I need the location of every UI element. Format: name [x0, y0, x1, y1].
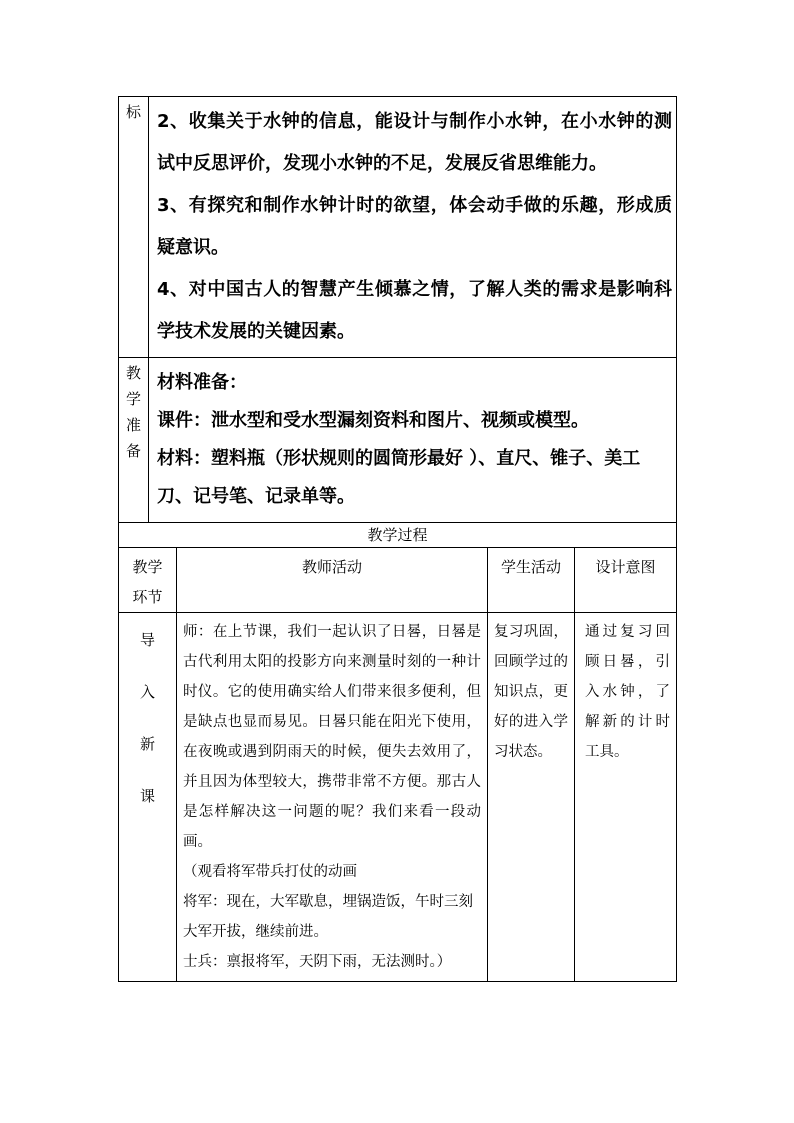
preparation-line: 课件：泄水型和受水型漏刻资料和图片、视频或模型。 — [157, 410, 589, 431]
lesson-plan-table — [118, 96, 677, 982]
stage-char: 新 — [139, 735, 155, 753]
objective-item: 3、有探究和制作水钟计时的欲望，体会动手做的乐趣，形成质疑意识。 — [157, 195, 673, 258]
intro-stage-label — [119, 613, 177, 982]
preparation-heading: 材料准备： — [157, 372, 247, 393]
objectives-row — [119, 97, 677, 358]
preparation-side-label — [119, 358, 149, 523]
header-teacher: 教师活动 — [177, 548, 488, 613]
header-stage: 教学环节 — [119, 548, 177, 613]
stage-char: 入 — [139, 683, 155, 701]
teacher-paragraph: 将军：现在，大军歇息，埋锅造饭，午时三刻大军开拔，继续前进。 — [183, 894, 473, 940]
teacher-paragraph: 师：在上节课，我们一起认识了日晷，日晷是古代利用太阳的投影方向来测量时刻的一种计时仪。它的使用确实给人们带来很多便利，但是缺点也显而易见。日晷只能在阳光下使用，在夜晚或遇到阴雨天的时候，便失去效用了，并且因为体型较大，携带非常不方便。那古人是怎样解决这一问题的呢？我们来看一段动画。 — [183, 624, 481, 850]
stage-char: 导 — [139, 631, 155, 649]
side-char: 教 — [125, 364, 141, 382]
preparation-line: 材料：塑料瓶（形状规则的圆筒形最好 ）、直尺、锥子、美工刀、记号笔、记录单等。 — [157, 448, 641, 507]
intro-design-intent: 通过复习回顾日晷，引入水钟，了解新的计时工具。 — [575, 613, 677, 982]
side-char: 备 — [125, 442, 141, 460]
side-char: 学 — [125, 390, 141, 408]
teacher-paragraph: 士兵：禀报将军，天阴下雨，无法测时。） — [183, 954, 452, 970]
stage-char: 课 — [139, 787, 155, 805]
lesson-plan-sheet — [118, 96, 676, 982]
objectives-side-label: 标 — [119, 97, 149, 358]
side-char: 准 — [125, 416, 141, 434]
header-intent: 设计意图 — [575, 548, 677, 613]
objective-item: 4、对中国古人的智慧产生倾慕之情，了解人类的需求是影响科学技术发展的关键因素。 — [157, 279, 673, 342]
teacher-paragraph: （观看将军带兵打仗的动画 — [183, 864, 357, 880]
objectives-content — [149, 97, 677, 358]
process-title: 教学过程 — [119, 523, 677, 548]
objective-item: 2、收集关于水钟的信息，能设计与制作小水钟，在小水钟的测试中反思评价，发现小水钟的不足，发展反省思维能力。 — [157, 111, 673, 174]
intro-row — [119, 613, 677, 982]
process-header-row — [119, 548, 677, 613]
preparation-content — [149, 358, 677, 523]
intro-teacher-activity — [177, 613, 488, 982]
preparation-row — [119, 358, 677, 523]
process-title-row — [119, 523, 677, 548]
header-student: 学生活动 — [488, 548, 575, 613]
intro-student-activity: 复习巩固，回顾学过的知识点，更好的进入学习状态。 — [488, 613, 575, 982]
